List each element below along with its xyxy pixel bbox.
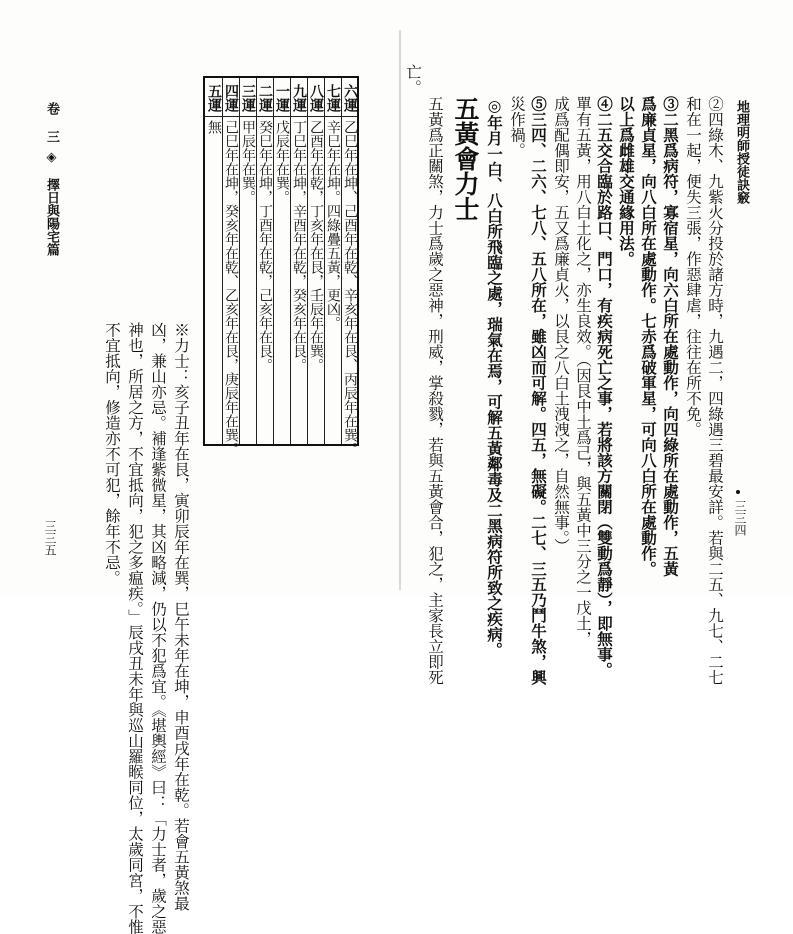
page-number: 三三五 xyxy=(43,520,57,556)
table-row-text: 辛巳年在坤。四綠疊五黃，更凶。 xyxy=(325,120,341,330)
body-column: 和在一起，便失三張，作惡肆虐，往往在所不免。 xyxy=(684,96,702,437)
header-title: 擇日與陽宅篇 xyxy=(44,178,59,256)
body-column: 五黃爲正關煞，力士爲歲之惡神，刑威，掌殺戮，若與五黃會合，犯之，主家長立即死 xyxy=(426,96,444,685)
table-row-text: 乙酉年在乾，丁亥年在艮，壬辰年在巽。 xyxy=(308,120,324,372)
body-column: 災作禍。 xyxy=(508,96,526,158)
continuation-text: 亡。 xyxy=(404,64,422,95)
table-row-text: 甲辰年在巽。 xyxy=(240,120,256,204)
body-column: 以上爲雌雄交通緣用法。 xyxy=(617,96,636,267)
page-number: 三三四 xyxy=(733,500,747,536)
table-row-name: 三運 xyxy=(240,84,256,112)
note-column: 神也，所居之方，不宜抵向，犯之多瘟疾。」辰戌丑未年與巡山羅睺同位，太歲同宮，不惟 xyxy=(126,322,144,934)
note-column: 不宜抵向，修造亦不可犯，餘年不忌。 xyxy=(103,322,121,586)
table-row-name: 八運 xyxy=(308,84,324,112)
page-mark-dot xyxy=(736,490,740,494)
body-column: 單有五黃，用八白土化之，亦生良效。（因艮中土爲己，與五黃中三分之一戊土， xyxy=(574,96,592,647)
table-row-name: 五運 xyxy=(206,84,222,112)
table-row-text: 乙巳年在坤、己酉年在乾、辛亥年在艮、丙辰年在巽。 xyxy=(342,120,358,456)
table-row-name: 七運 xyxy=(325,84,341,112)
table-row-text: 丁巳年在坤，辛酉年在乾，癸亥年在艮。 xyxy=(291,120,307,372)
note-column: 凶，兼山亦忌。補逢紫微星，其凶略減，仍以不犯爲宜。《堪輿經》曰：「力士者，歲之惡 xyxy=(149,322,167,934)
table-row-name: 二運 xyxy=(257,84,273,112)
note-column: ※力士：亥子丑年在艮，寅卯辰年在巽，巳午未年在坤，申酉戌年在乾。若會五黃煞最 xyxy=(172,322,190,911)
right-page xyxy=(400,0,793,685)
table-row-name: 四運 xyxy=(223,84,239,112)
header-volume: 卷 三 xyxy=(44,102,59,143)
header-diamond-icon: ◈ xyxy=(44,150,59,165)
body-column: ④二五交合臨於路口、門口，有疾病死亡之事，若將該方關閉（雙動爲靜），即無事。 xyxy=(595,96,614,678)
section-heading: 五黃會力士 xyxy=(451,96,480,221)
table-row-name: 六運 xyxy=(342,84,358,112)
five-yellow-table xyxy=(203,76,359,456)
body-column: ⑤三四、二六、七八、五八所在，雖凶而可解。四五，無礙。二七、三五乃鬥牛煞，興 xyxy=(529,96,548,685)
body-column: ③二黑爲病符，寡宿星，向六白所在處動作，向四綠所在處動作，五黃 xyxy=(661,96,680,577)
table-header-divider xyxy=(205,116,357,117)
header-title: 地理明師授徒訣竅 xyxy=(734,100,749,204)
body-column: ◎年月一白、八白所飛臨之處，瑞氣在焉，可解五黃鄰毒及二黑病符所致之疾病。 xyxy=(485,96,504,658)
body-column: 爲廉貞星，向八白所在處動作。七赤爲破軍星，可向八白所在處動作。 xyxy=(639,96,658,577)
table-row-name: 一運 xyxy=(274,84,290,112)
table-row-text: 無 xyxy=(206,120,222,134)
body-column: ②四綠木、九紫火分投於諸方時，九遇二，四綠遇三碧最安詳。若與二五、九七、二七 xyxy=(706,96,724,685)
table-row-text: 戊辰年在巽。 xyxy=(274,120,290,204)
table-row-text: 己巳年在坤，癸亥年在乾、乙亥年在艮，庚辰年在巽。 xyxy=(223,120,239,456)
table-row-name: 九運 xyxy=(291,84,307,112)
table-row-text: 癸巳年在坤，丁酉年在乾，己亥年在艮。 xyxy=(257,120,273,372)
body-column: 成爲配偶即安，五又爲廉貞火，以艮之八白土洩洩之，自然無事。） xyxy=(552,96,570,554)
